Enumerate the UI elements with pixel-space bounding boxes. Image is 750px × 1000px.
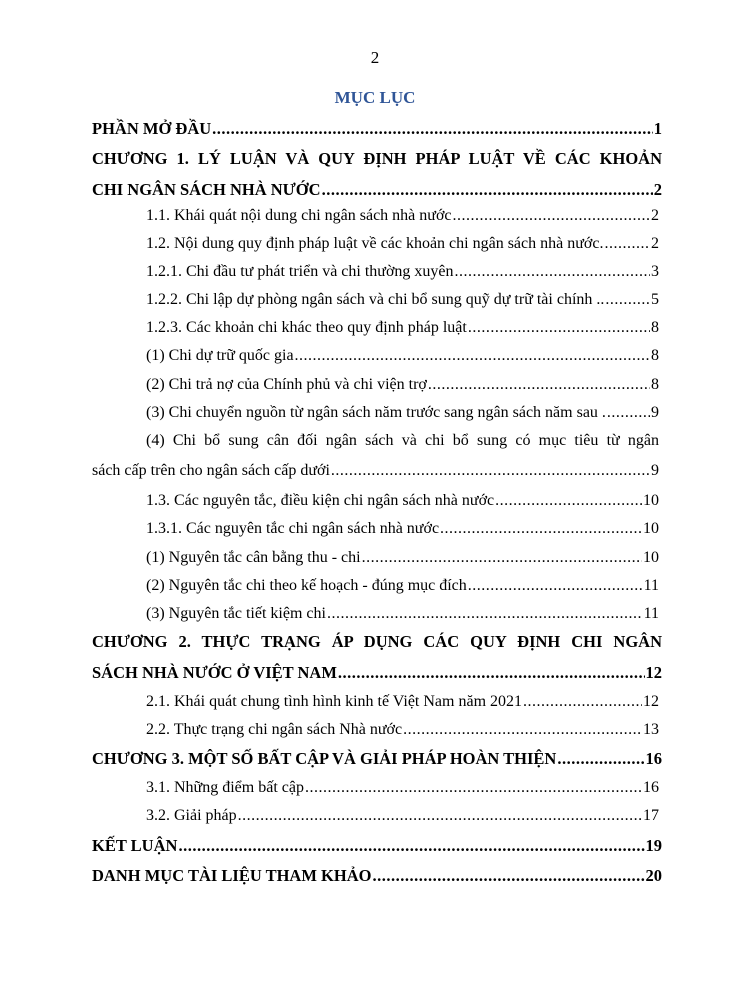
toc-leader-dots: [523, 692, 642, 712]
toc-entry-text: 1.2.3. Các khoản chi khác theo quy định pháp luật: [146, 319, 467, 336]
toc-entry-page: 8: [651, 347, 659, 364]
toc-entry-text: 2.1. Khái quát chung tình hình kinh tế Việt Nam năm 2021: [146, 693, 523, 710]
toc-entry-3-1[interactable]: [146, 778, 659, 798]
toc-entry-text: 1.1. Khái quát nội dung chi ngân sách nhà nước: [146, 207, 452, 224]
toc-entry-page: 2: [651, 207, 659, 224]
toc-leader-dots: [327, 604, 643, 624]
toc-entry-page: 1: [653, 119, 662, 138]
toc-leader-dots: [607, 403, 650, 423]
toc-leader-dots: [453, 206, 650, 226]
toc-entry-1-3-1[interactable]: [146, 519, 659, 539]
toc-leader-dots: [238, 806, 642, 826]
toc-leader-dots: [305, 778, 642, 798]
toc-entry-principle-2[interactable]: [146, 576, 659, 596]
toc-entry-item-4[interactable]: [92, 461, 659, 481]
toc-leader-dots: [495, 491, 642, 511]
toc-leader-dots: [403, 720, 642, 740]
toc-entry-item-2[interactable]: [146, 375, 659, 395]
toc-entry-chapter-3[interactable]: [92, 749, 662, 769]
toc-entry-text: 1.3.1. Các nguyên tắc chi ngân sách nhà nước: [146, 520, 440, 537]
toc-entry-2-1[interactable]: [146, 692, 659, 712]
toc-entry-page: 11: [643, 577, 659, 594]
toc-entry-1-2-3[interactable]: [146, 318, 659, 338]
toc-entry-text: 2.2. Thực trạng chi ngân sách Nhà nước: [146, 721, 403, 738]
toc-entry-chapter-2[interactable]: [92, 663, 662, 683]
toc-entry-page: 2: [651, 235, 659, 252]
toc-entry-text: 3.2. Giải pháp: [146, 807, 237, 824]
toc-entry-text: CHI NGÂN SÁCH NHÀ NƯỚC: [92, 180, 321, 199]
toc-entry-text: 1.3. Các nguyên tắc, điều kiện chi ngân sách nhà nước: [146, 492, 495, 509]
toc-leader-dots: [468, 318, 650, 338]
toc-entry-text: CHƯƠNG 3. MỘT SỐ BẤT CẬP VÀ GIẢI PHÁP HOÀN THIỆN: [92, 749, 557, 768]
toc-entry-text: (2) Chi trả nợ của Chính phủ và chi viện trợ: [146, 376, 427, 393]
toc-entry-text: (3) Nguyên tắc tiết kiệm chi: [146, 605, 326, 622]
toc-entry-conclusion[interactable]: [92, 836, 662, 856]
toc-entry-principle-3[interactable]: [146, 604, 659, 624]
toc-leader-dots: [440, 519, 642, 539]
toc-entry-1-2-1[interactable]: [146, 262, 659, 282]
toc-entry-item-3[interactable]: [146, 403, 659, 423]
toc-entry-page: 8: [651, 319, 659, 336]
toc-entry-1-3[interactable]: [146, 491, 659, 511]
toc-leader-dots: [468, 576, 643, 596]
toc-entry-item-4-line-1[interactable]: (4) Chi bổ sung cân đối ngân sách và chi bổ sung có mục tiêu từ ngân: [146, 432, 659, 449]
toc-entry-page: 9: [651, 462, 659, 479]
toc-entry-page: 13: [643, 721, 659, 738]
toc-entry-3-2[interactable]: [146, 806, 659, 826]
toc-entry-text: (3) Chi chuyển nguồn từ ngân sách năm trước sang ngân sách năm sau .: [146, 404, 606, 421]
toc-entry-text: PHẦN MỞ ĐẦU: [92, 119, 212, 138]
toc-entry-page: 20: [645, 866, 662, 885]
toc-leader-dots: [338, 663, 645, 683]
toc-entry-chapter-2-line-1[interactable]: CHƯƠNG 2. THỰC TRẠNG ÁP DỤNG CÁC QUY ĐỊNH CHI NGÂN: [92, 632, 662, 651]
toc-entry-text: 1.2.2. Chi lập dự phòng ngân sách và chi bổ sung quỹ dự trữ tài chính ..: [146, 291, 605, 308]
toc-leader-dots: [331, 461, 650, 481]
toc-leader-dots: [605, 290, 650, 310]
page-number: 2: [370, 48, 380, 67]
toc-entry-page: 12: [643, 693, 659, 710]
toc-entry-text: KẾT LUẬN: [92, 836, 178, 855]
toc-entry-references[interactable]: [92, 866, 662, 886]
toc-entry-text: (1) Chi dự trữ quốc gia: [146, 347, 294, 364]
toc-entry-introduction[interactable]: [92, 119, 662, 139]
toc-entry-1-2[interactable]: [146, 234, 659, 254]
toc-leader-dots: [455, 262, 650, 282]
toc-leader-dots: [362, 548, 642, 568]
toc-title: MỤC LỤC: [334, 88, 416, 107]
toc-entry-1-2-2[interactable]: [146, 290, 659, 310]
toc-entry-chapter-1[interactable]: [92, 180, 662, 200]
toc-entry-page: 3: [651, 263, 659, 280]
toc-leader-dots: [428, 375, 650, 395]
toc-entry-item-1[interactable]: [146, 346, 659, 366]
toc-entry-principle-1[interactable]: [146, 548, 659, 568]
toc-entry-page: 16: [645, 749, 662, 768]
toc-entry-text: 1.2. Nội dung quy định pháp luật về các khoản chi ngân sách nhà nước.: [146, 235, 604, 252]
toc-entry-1-1[interactable]: [146, 206, 659, 226]
toc-entry-chapter-1-line-1[interactable]: CHƯƠNG 1. LÝ LUẬN VÀ QUY ĐỊNH PHÁP LUẬT VỀ CÁC KHOẢN: [92, 149, 662, 168]
toc-entry-page: 5: [651, 291, 659, 308]
toc-leader-dots: [178, 836, 644, 856]
toc-entry-page: 12: [645, 663, 662, 682]
toc-leader-dots: [604, 234, 650, 254]
toc-leader-dots: [212, 119, 653, 139]
toc-entry-page: 10: [643, 549, 659, 566]
toc-entry-page: 11: [643, 605, 659, 622]
toc-entry-text: (1) Nguyên tắc cân bằng thu - chi: [146, 549, 361, 566]
toc-leader-dots: [557, 749, 644, 769]
toc-entry-2-2[interactable]: [146, 720, 659, 740]
toc-entry-text: DANH MỤC TÀI LIỆU THAM KHẢO: [92, 866, 372, 885]
toc-entry-page: 19: [645, 836, 662, 855]
toc-leader-dots: [372, 866, 644, 886]
toc-entry-text: SÁCH NHÀ NƯỚC Ở VIỆT NAM: [92, 663, 337, 682]
toc-leader-dots: [322, 180, 653, 200]
toc-entry-page: 10: [643, 520, 659, 537]
toc-entry-page: 10: [643, 492, 659, 509]
toc-entry-page: 2: [653, 180, 662, 199]
toc-entry-page: 16: [643, 779, 659, 796]
toc-entry-text: 3.1. Những điểm bất cập: [146, 779, 304, 796]
toc-leader-dots: [295, 346, 650, 366]
toc-entry-page: 17: [643, 807, 659, 824]
toc-entry-page: 8: [651, 376, 659, 393]
toc-entry-page: 9: [651, 404, 659, 421]
toc-entry-text: 1.2.1. Chi đầu tư phát triển và chi thường xuyên: [146, 263, 454, 280]
toc-entry-text: sách cấp trên cho ngân sách cấp dưới: [92, 462, 330, 479]
toc-entry-text: (2) Nguyên tắc chi theo kế hoạch - đúng mục đích: [146, 577, 467, 594]
